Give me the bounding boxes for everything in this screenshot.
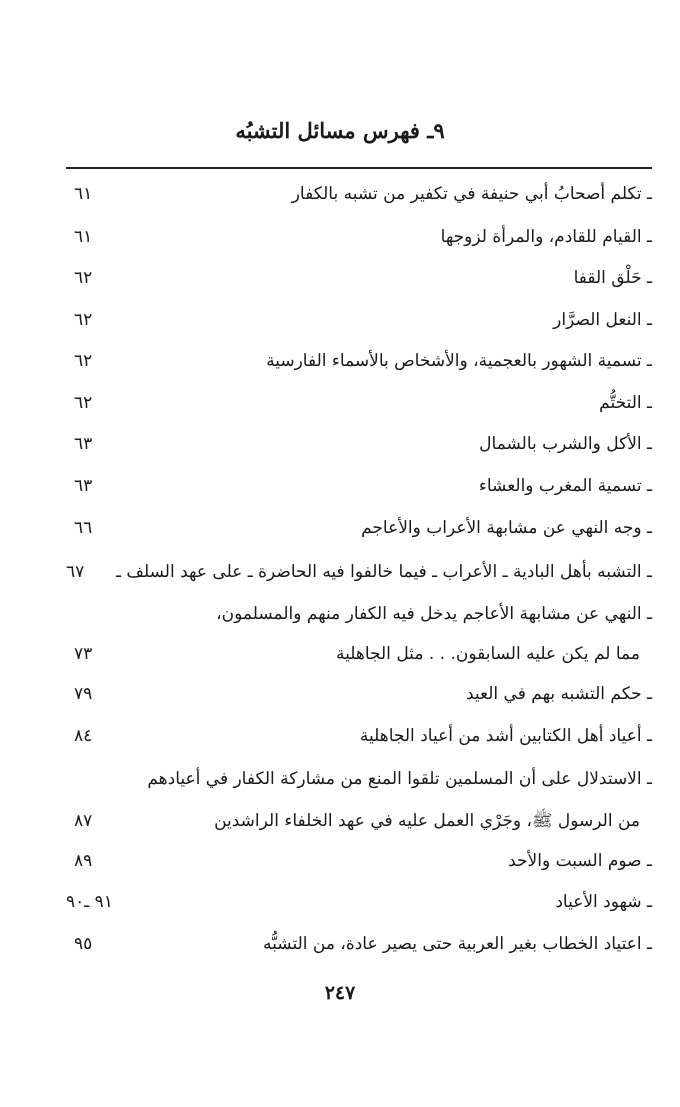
entry-text: ـ الاستدلال على أن المسلمين تلقوا المنع من مشاركة الكفار في أعيادهم xyxy=(147,769,652,789)
entry-text: ـ تكلم أصحابُ أبي حنيفة في تكفير من تشبه بالكفار xyxy=(291,184,652,204)
index-entry xyxy=(66,424,652,464)
entry-page: ٦١ xyxy=(74,184,93,204)
index-entry xyxy=(66,674,652,714)
index-entry xyxy=(66,924,652,964)
entry-text: ـ شهود الأعياد xyxy=(555,892,652,912)
index-entry xyxy=(66,341,652,381)
entry-text: ـ حَلْق القفا xyxy=(573,268,652,288)
entry-page: ٧٣ xyxy=(74,644,93,664)
index-entry xyxy=(66,466,652,506)
index-entry xyxy=(66,594,652,634)
entry-page: ٦٢ xyxy=(74,393,93,413)
index-entry xyxy=(66,217,652,257)
index-entry xyxy=(66,508,652,548)
entry-page: ٧٩ xyxy=(74,684,93,704)
entry-text: من الرسول ﷺ، وجَرْي العمل عليه في عهد الخلفاء الراشدين xyxy=(214,811,640,831)
entry-page: ٩٥ xyxy=(74,934,93,954)
entry-text: ـ أعياد أهل الكتابين أشد من أعياد الجاهلية xyxy=(359,726,652,746)
entry-text: مما لم يكن عليه السابقون. . . مثل الجاهلية xyxy=(336,644,640,664)
entry-text: ـ تسمية الشهور بالعجمية، والأشخاص بالأسماء الفارسية xyxy=(266,351,652,371)
entry-text: ـ وجه النهي عن مشابهة الأعراب والأعاجم xyxy=(361,518,652,538)
entry-text: ـ الأكل والشرب بالشمال xyxy=(479,434,652,454)
entry-page: ٦٣ xyxy=(74,434,93,454)
entry-page: ٦٧ xyxy=(66,562,85,582)
entry-text: ـ القيام للقادم، والمرأة لزوجها xyxy=(440,227,652,247)
index-entry xyxy=(66,759,652,799)
entry-page: ٦٦ xyxy=(74,518,93,538)
index-entry xyxy=(66,258,652,298)
index-entry xyxy=(66,383,652,423)
index-entry xyxy=(66,300,652,340)
index-entry xyxy=(66,552,652,592)
entry-text: ـ التختُّم xyxy=(599,393,652,413)
entry-text: ـ النعل الصرَّار xyxy=(553,310,652,330)
entry-page: ٦١ xyxy=(74,227,93,247)
index-entry-continuation xyxy=(66,801,652,841)
index-entry xyxy=(66,174,652,214)
entry-text: ـ صوم السبت والأحد xyxy=(508,851,652,871)
index-entry xyxy=(66,716,652,756)
index-entry xyxy=(66,841,652,881)
entry-page: ٨٤ xyxy=(74,726,93,746)
index-entry xyxy=(66,882,652,922)
entry-page: ٨٩ xyxy=(74,851,93,871)
entry-page: ٦٢ xyxy=(74,310,93,330)
entry-text: ـ اعتياد الخطاب بغير العربية حتى يصير عادة، من التشبُّه xyxy=(263,934,652,954)
entry-text: ـ حكم التشبه بهم في العيد xyxy=(466,684,652,704)
entry-page: ٨٧ xyxy=(74,811,93,831)
page-title: ٩ـ فهرس مسائل التشبُه xyxy=(235,118,445,143)
entry-page: ٩١ ـ٩٠ xyxy=(66,892,113,912)
entry-page: ٦٢ xyxy=(74,351,93,371)
title-divider xyxy=(66,167,652,169)
entry-text: ـ التشبه بأهل البادية ـ الأعراب ـ فيما خالفوا فيه الحاضرة ـ على عهد السلف ـ xyxy=(116,562,652,582)
entry-text: ـ تسمية المغرب والعشاء xyxy=(478,476,652,496)
entry-page: ٦٢ xyxy=(74,268,93,288)
entry-text: ـ النهي عن مشابهة الأعاجم يدخل فيه الكفار منهم والمسلمون، xyxy=(216,604,652,624)
page-number: ٢٤٧ xyxy=(324,982,356,1004)
entry-page: ٦٣ xyxy=(74,476,93,496)
index-entry-continuation xyxy=(66,634,652,674)
